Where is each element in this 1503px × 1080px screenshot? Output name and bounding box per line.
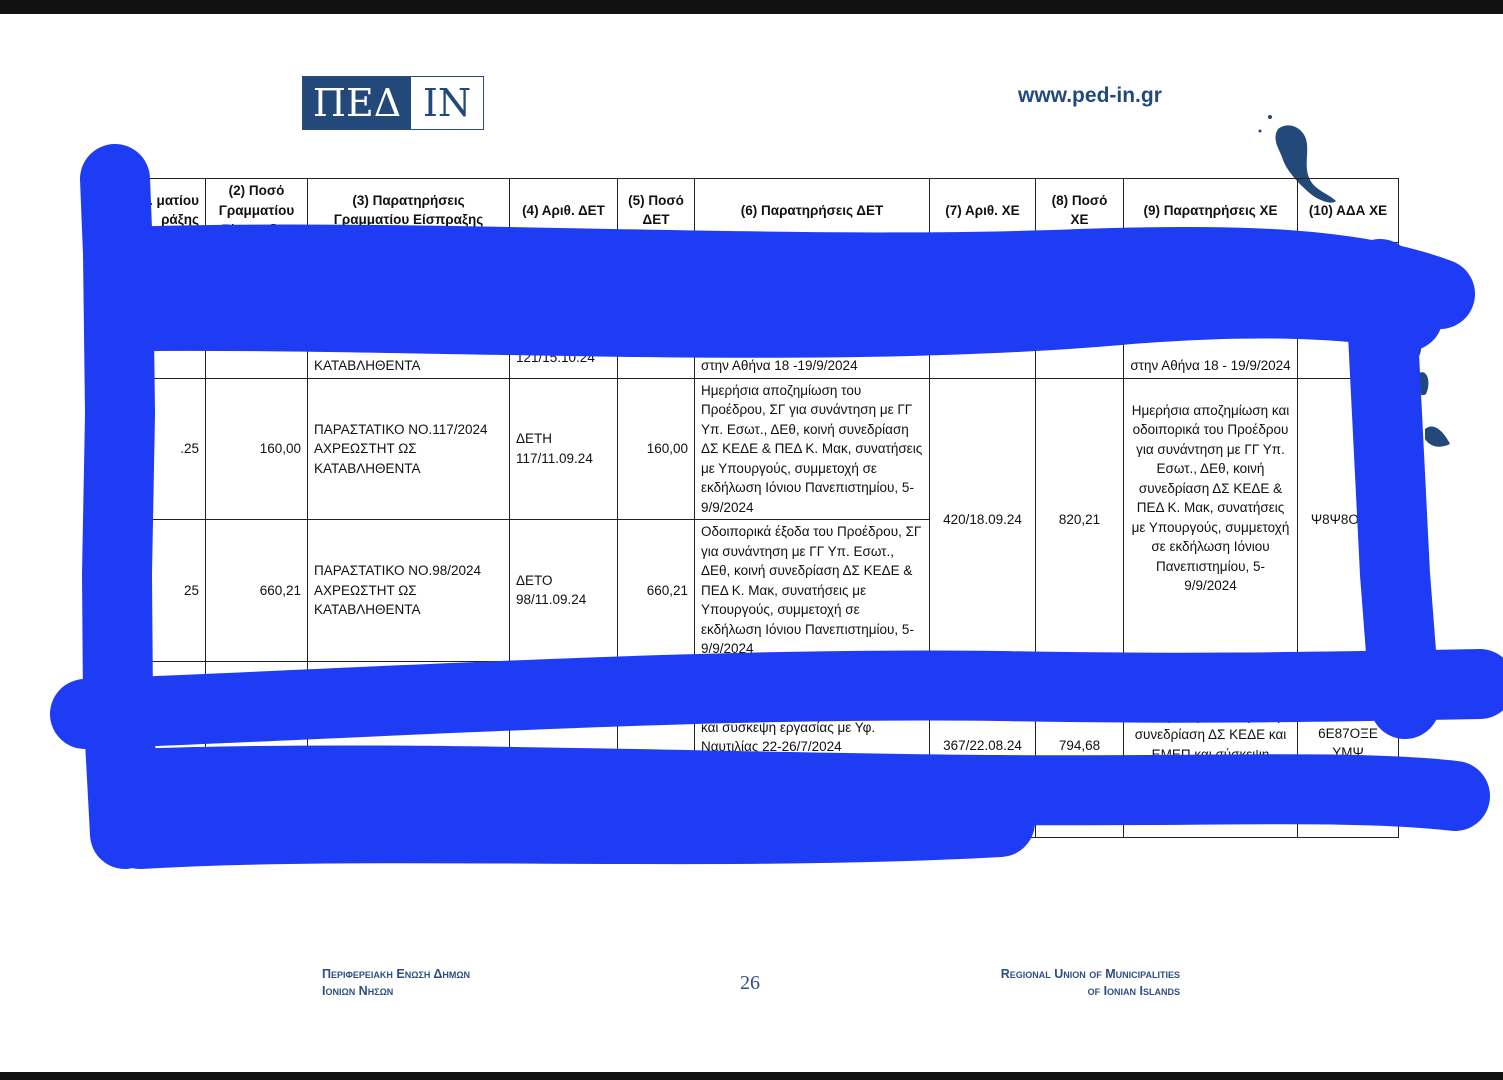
- col-header-1: Αριθ. ματίου ράξης: [101, 179, 206, 243]
- row2-det-number: ΔΕΤΗ 117/11.09.24: [510, 378, 618, 520]
- row1-xe-remarks: στην Αθήνα 18 - 19/9/2024: [1124, 242, 1298, 378]
- xe-remarks: Ημερήσια αποζημίωση και οδοιπορικά του Προέδρου για συνάντηση με ΓΓ Υπ. Εσωτ., ΔΕθ, κοινή συνεδρίαση ΔΣ ΚΕΔΕ & ΠΕΔ Κ. Μακ, συνατήσεις με Υπουργούς, συμμετοχή σε εκδήλωση Ιόνιου Πανεπιστημίου, 5-9/9/2024: [1124, 378, 1298, 661]
- row3-det-number: ΔΕΤΟ 98/11.09.24: [510, 520, 618, 662]
- page-number: 26: [740, 972, 760, 994]
- col-header-3: (3) Παρατηρήσεις Γραμματίου Είσπραξης: [308, 179, 510, 243]
- row1-remarks: ΚΑΤΑΒΛΗΘΕΝΤΑ: [308, 242, 510, 378]
- xe-ada: Ψ8Ψ8Ο ΟΤΙ: [1298, 378, 1399, 661]
- row1-det-number: 121/15.10.24: [510, 242, 618, 378]
- total-amount-left: 4.820,17: [241, 832, 296, 848]
- row2-receipt-number: .25: [101, 378, 206, 520]
- row2-receipt-amount: 160,00: [206, 378, 308, 520]
- col-header-10: (10) ΑΔΑ ΧΕ: [1298, 179, 1399, 243]
- row2-det-remarks: Ημερήσια αποζημίωση του Προέδρου, ΣΓ για συνάντηση με ΓΓ Υπ. Εσωτ., ΔΕθ, κοινή συνεδρίαση ΔΣ ΚΕΔΕ & ΠΕΔ Κ. Μακ, συνατήσεις με Υπουργούς, συμμετοχή σε εκδήλωση Ιόνιου Πανεπιστημίου, 5-9/9/2024: [695, 378, 930, 520]
- total-label-right: ΣΥΝΟΛΟ: [552, 832, 611, 848]
- col-header-8: (8) Ποσό ΧΕ: [1036, 179, 1124, 243]
- footer-right-line-1: Regional Union of Municipalities: [1000, 967, 1180, 981]
- website-url: www.ped-in.gr: [1018, 84, 1162, 107]
- document-page: [0, 14, 1503, 1072]
- col-header-5: (5) Ποσό ΔΕΤ: [618, 179, 695, 243]
- row3-receipt-remarks: ΠΑΡΑΣΤΑΤΙΚΟ ΝΟ.98/2024 ΑΧΡΕΩΣΤΗΤ ΩΣ ΚΑΤΑΒΛΗΘΕΝΤΑ: [308, 520, 510, 662]
- row5-det-remarks: Οδοιπορικά έξοδα του Προέδρου,: [695, 759, 930, 837]
- col-header-6: (6) Παρατηρήσεις ΔΕΤ: [695, 179, 930, 243]
- row5-receipt-remarks: ΚΑΤΑΒΛΗΘΕΝΤΑ: [308, 759, 510, 837]
- row1-det-remarks: για επίσκεψη στο Υπ. Εσωτερικών στην Αθήνα 18 -19/9/2024: [701, 338, 907, 373]
- xe-amount: 820,21: [1036, 378, 1124, 661]
- col-header-2: (2) Ποσό Γραμματίου Είσπραξης: [206, 179, 308, 243]
- col-header-9: (9) Παρατηρήσεις ΧΕ: [1124, 179, 1298, 243]
- total-label-left: ΝΟΛΟ: [140, 832, 181, 848]
- row4-det-remarks-top: Ημερήσια αποζημίωση του: [701, 665, 862, 681]
- row3-det-remarks: Οδοιπορικά έξοδα του Προέδρου, ΣΓ για συνάντηση με ΓΓ Υπ. Εσωτ., ΔΕθ, κοινή συνεδρίαση ΔΣ ΚΕΔΕ & ΠΕΔ Κ. Μακ, συνατήσεις με Υπουργούς, συμμετοχή σε εκδήλωση Ιόνιου Πανεπιστημίου, 5-9/9/2024: [695, 520, 930, 662]
- col-header-4: (4) Αριθ. ΔΕΤ: [510, 179, 618, 243]
- row4-det-remarks: και σύσκεψη εργασίας με Υφ. Ναυτιλίας 22-26/7/2024: [701, 719, 876, 754]
- logo-part-1: ΠΕΔ: [303, 77, 411, 129]
- footer-right-line-2: of Ionian Islands: [1087, 984, 1180, 998]
- row4-xe-amount: 794,68: [1036, 661, 1124, 837]
- logo-part-2: IN: [422, 81, 472, 125]
- col-header-7: (7) Αριθ. ΧΕ: [930, 179, 1036, 243]
- footer-left-line-2: Ιονιων Νησων: [322, 984, 394, 998]
- row4-xe-remarks: του Προέδρου, ΣΓ για την συνεδρίαση ΔΣ ΚΕΔΕ και ΕΜΕΠ και σύσκεψη εργασίας: [1124, 661, 1298, 837]
- row2-det-amount: 160,00: [618, 378, 695, 520]
- row3-receipt-number: 25: [101, 520, 206, 662]
- row3-receipt-amount: 660,21: [206, 520, 308, 662]
- row2-receipt-remarks: ΠΑΡΑΣΤΑΤΙΚΟ ΝΟ.117/2024 ΑΧΡΕΩΣΤΗΤ ΩΣ ΚΑΤΑΒΛΗΘΕΝΤΑ: [308, 378, 510, 520]
- row1-det-amount: 898,98: [618, 242, 695, 378]
- redaction-scribble: [0, 14, 1503, 1072]
- footer-left-line-1: Περιφερειακη Ενωση Δημων: [322, 967, 471, 981]
- row4-xe-ada: 6Ε87ΟΞΕ ΥΜΨ: [1298, 661, 1399, 837]
- row3-det-amount: 660,21: [618, 520, 695, 662]
- row1-det-remarks-top: Ημερήσια αποζημίωση: [701, 246, 838, 262]
- row4-xe-number: 367/22.08.24: [930, 661, 1036, 837]
- total-amount-right: 4.820,17: [628, 832, 683, 848]
- xe-number: 420/18.09.24: [930, 378, 1036, 661]
